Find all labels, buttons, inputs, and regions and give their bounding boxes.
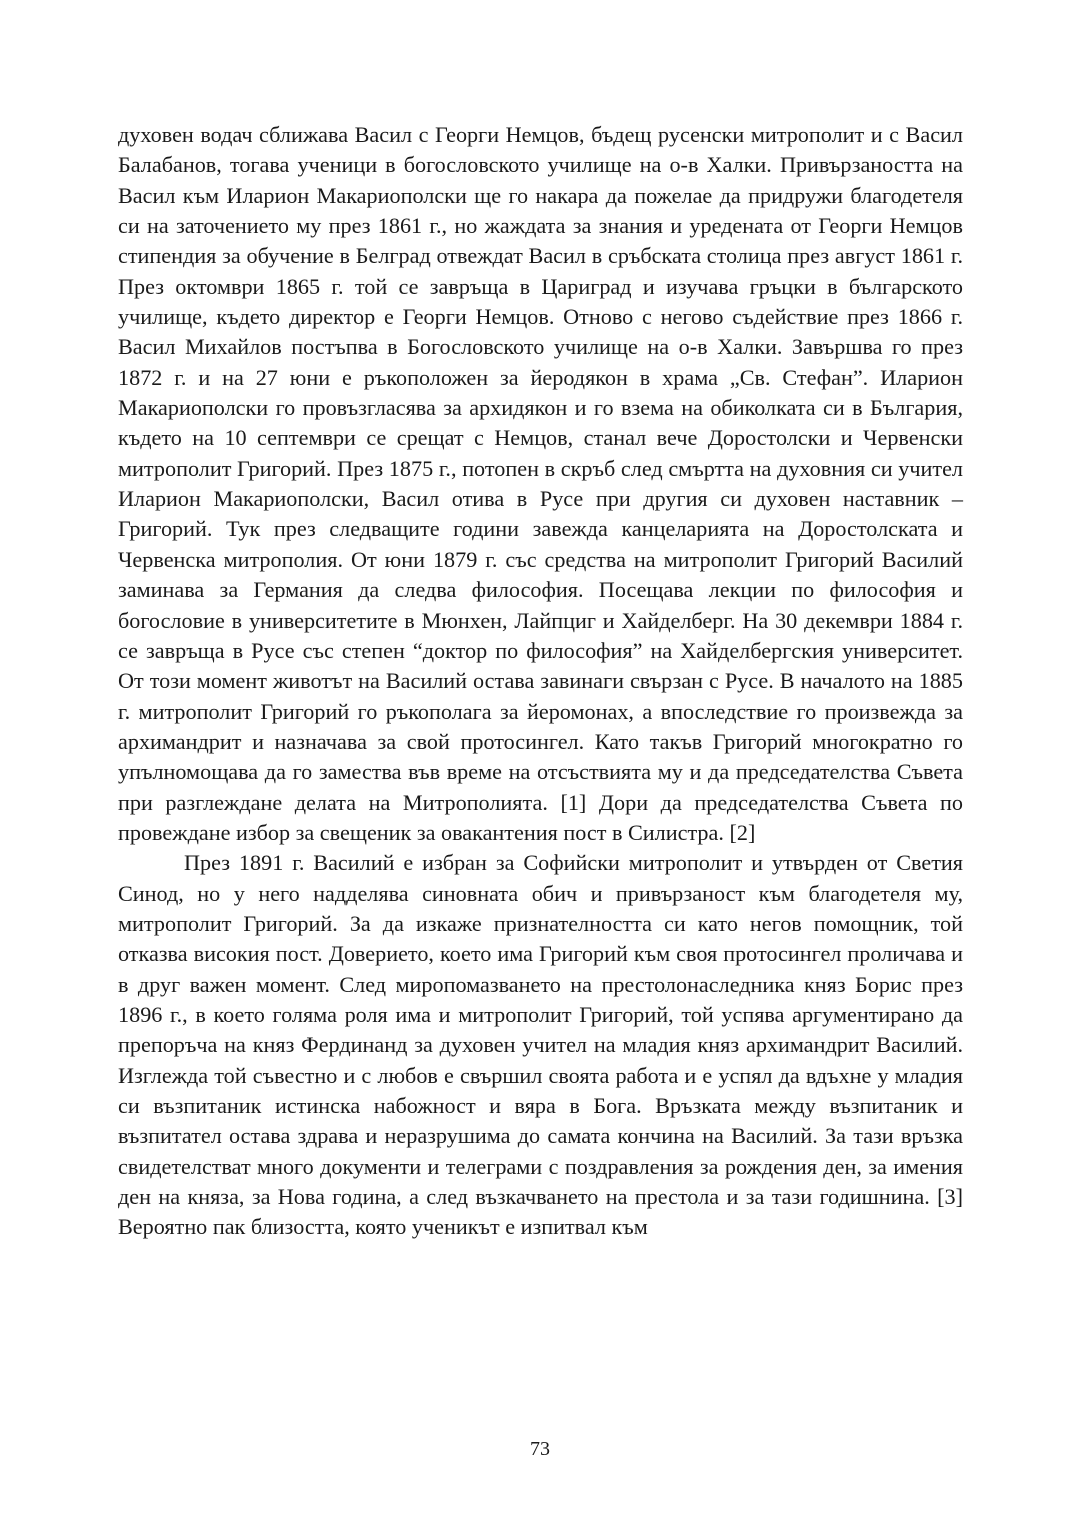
page-number: 73 [530, 1438, 550, 1460]
body-text [118, 120, 963, 1243]
paragraph-2: През 1891 г. Василий е избран за Софийски митрополит и утвърден от Светия Синод, но у него надделява синовната обич и привързаност към благодетеля му, митрополит Григорий. За да изкаже признателността си като негов помощник, той отказва високия пост. Доверието, което има Григорий към своя протосингел проличава и в друг важен момент. След миропомазването на престолонаследника княз Борис през 1896 г., в което голяма роля има и митрополит Григорий, той успява аргументирано да препоръча на княз Фердинанд за духовен учител на младия княз архимандрит Василий. Изглежда той съвестно и с любов е свършил своята работа и е успял да вдъхне у младия си възпитаник истинска набожност и вяра в Бога. Връзката между възпитаник и възпитател остава здрава и неразрушима до самата кончина на Василий. За тази връзка свидетелстват много документи и телеграми с поздравления за рождения ден, за имения ден на княза, за Нова година, а след възкачването на престола и за тази годишнина. [3] Вероятно пак близостта, която ученикът е изпитвал към [118, 850, 963, 1240]
paragraph-1: духовен водач сближава Васил с Георги Немцов, бъдещ русенски митрополит и с Васил Балабанов, тогава ученици в богословското училище на о-в Халки. Привързаността на Васил към Иларион Макариополски ще го накара да пожелае да придружи благодетеля си на заточението му през 1861 г., но жаждата за знания и уредената от Георги Немцов стипендия за обучение в Белград отвеждат Васил в сръбската столица през август 1861 г. През октомври 1865 г. той се завръща в Цариград и изучава гръцки в българското училище, където директор е Георги Немцов. Отново с негово съдействие през 1866 г. Васил Михайлов постъпва в Богословското училище на о-в Халки. Завършва го през 1872 г. и на 27 юни е ръкоположен за йеродякон в храма „Св. Стефан”. Иларион Макариополски го провъзгласява за архидякон и го взема на обиколката си в България, където на 10 септември се срещат с Немцов, станал вече Доростолски и Червенски митрополит Григорий. През 1875 г., потопен в скръб след смъртта на духовния си учител Иларион Макариополски, Васил отива в Русе при другия си духовен наставник – Григорий. Тук през следващите години завежда канцеларията на Доростолската и Червенска митрополия. От юни 1879 г. със средства на митрополит Григорий Василий заминава за Германия да следва философия. Посещава лекции по философия и богословие в университетите в Мюнхен, Лайпциг и Хайделберг. На 30 декември 1884 г. се завръща в Русе със степен “доктор по философия” на Хайделбергския университет. От този момент животът на Василий остава завинаги свързан с Русе. В началото на 1885 г. митрополит Григорий го ръкополага за йеромонах, а впоследствие го произвежда за архимандрит и назначава за свой протосингел. Като такъв Григорий многократно го упълномощава да го замества във време на отсъствията му и да председателства Съвета при разглеждане делата на Митрополията. [1] Дори да председателства Съвета по провеждане избор за свещеник за овакантения пост в Силистра. [2] [118, 122, 963, 845]
